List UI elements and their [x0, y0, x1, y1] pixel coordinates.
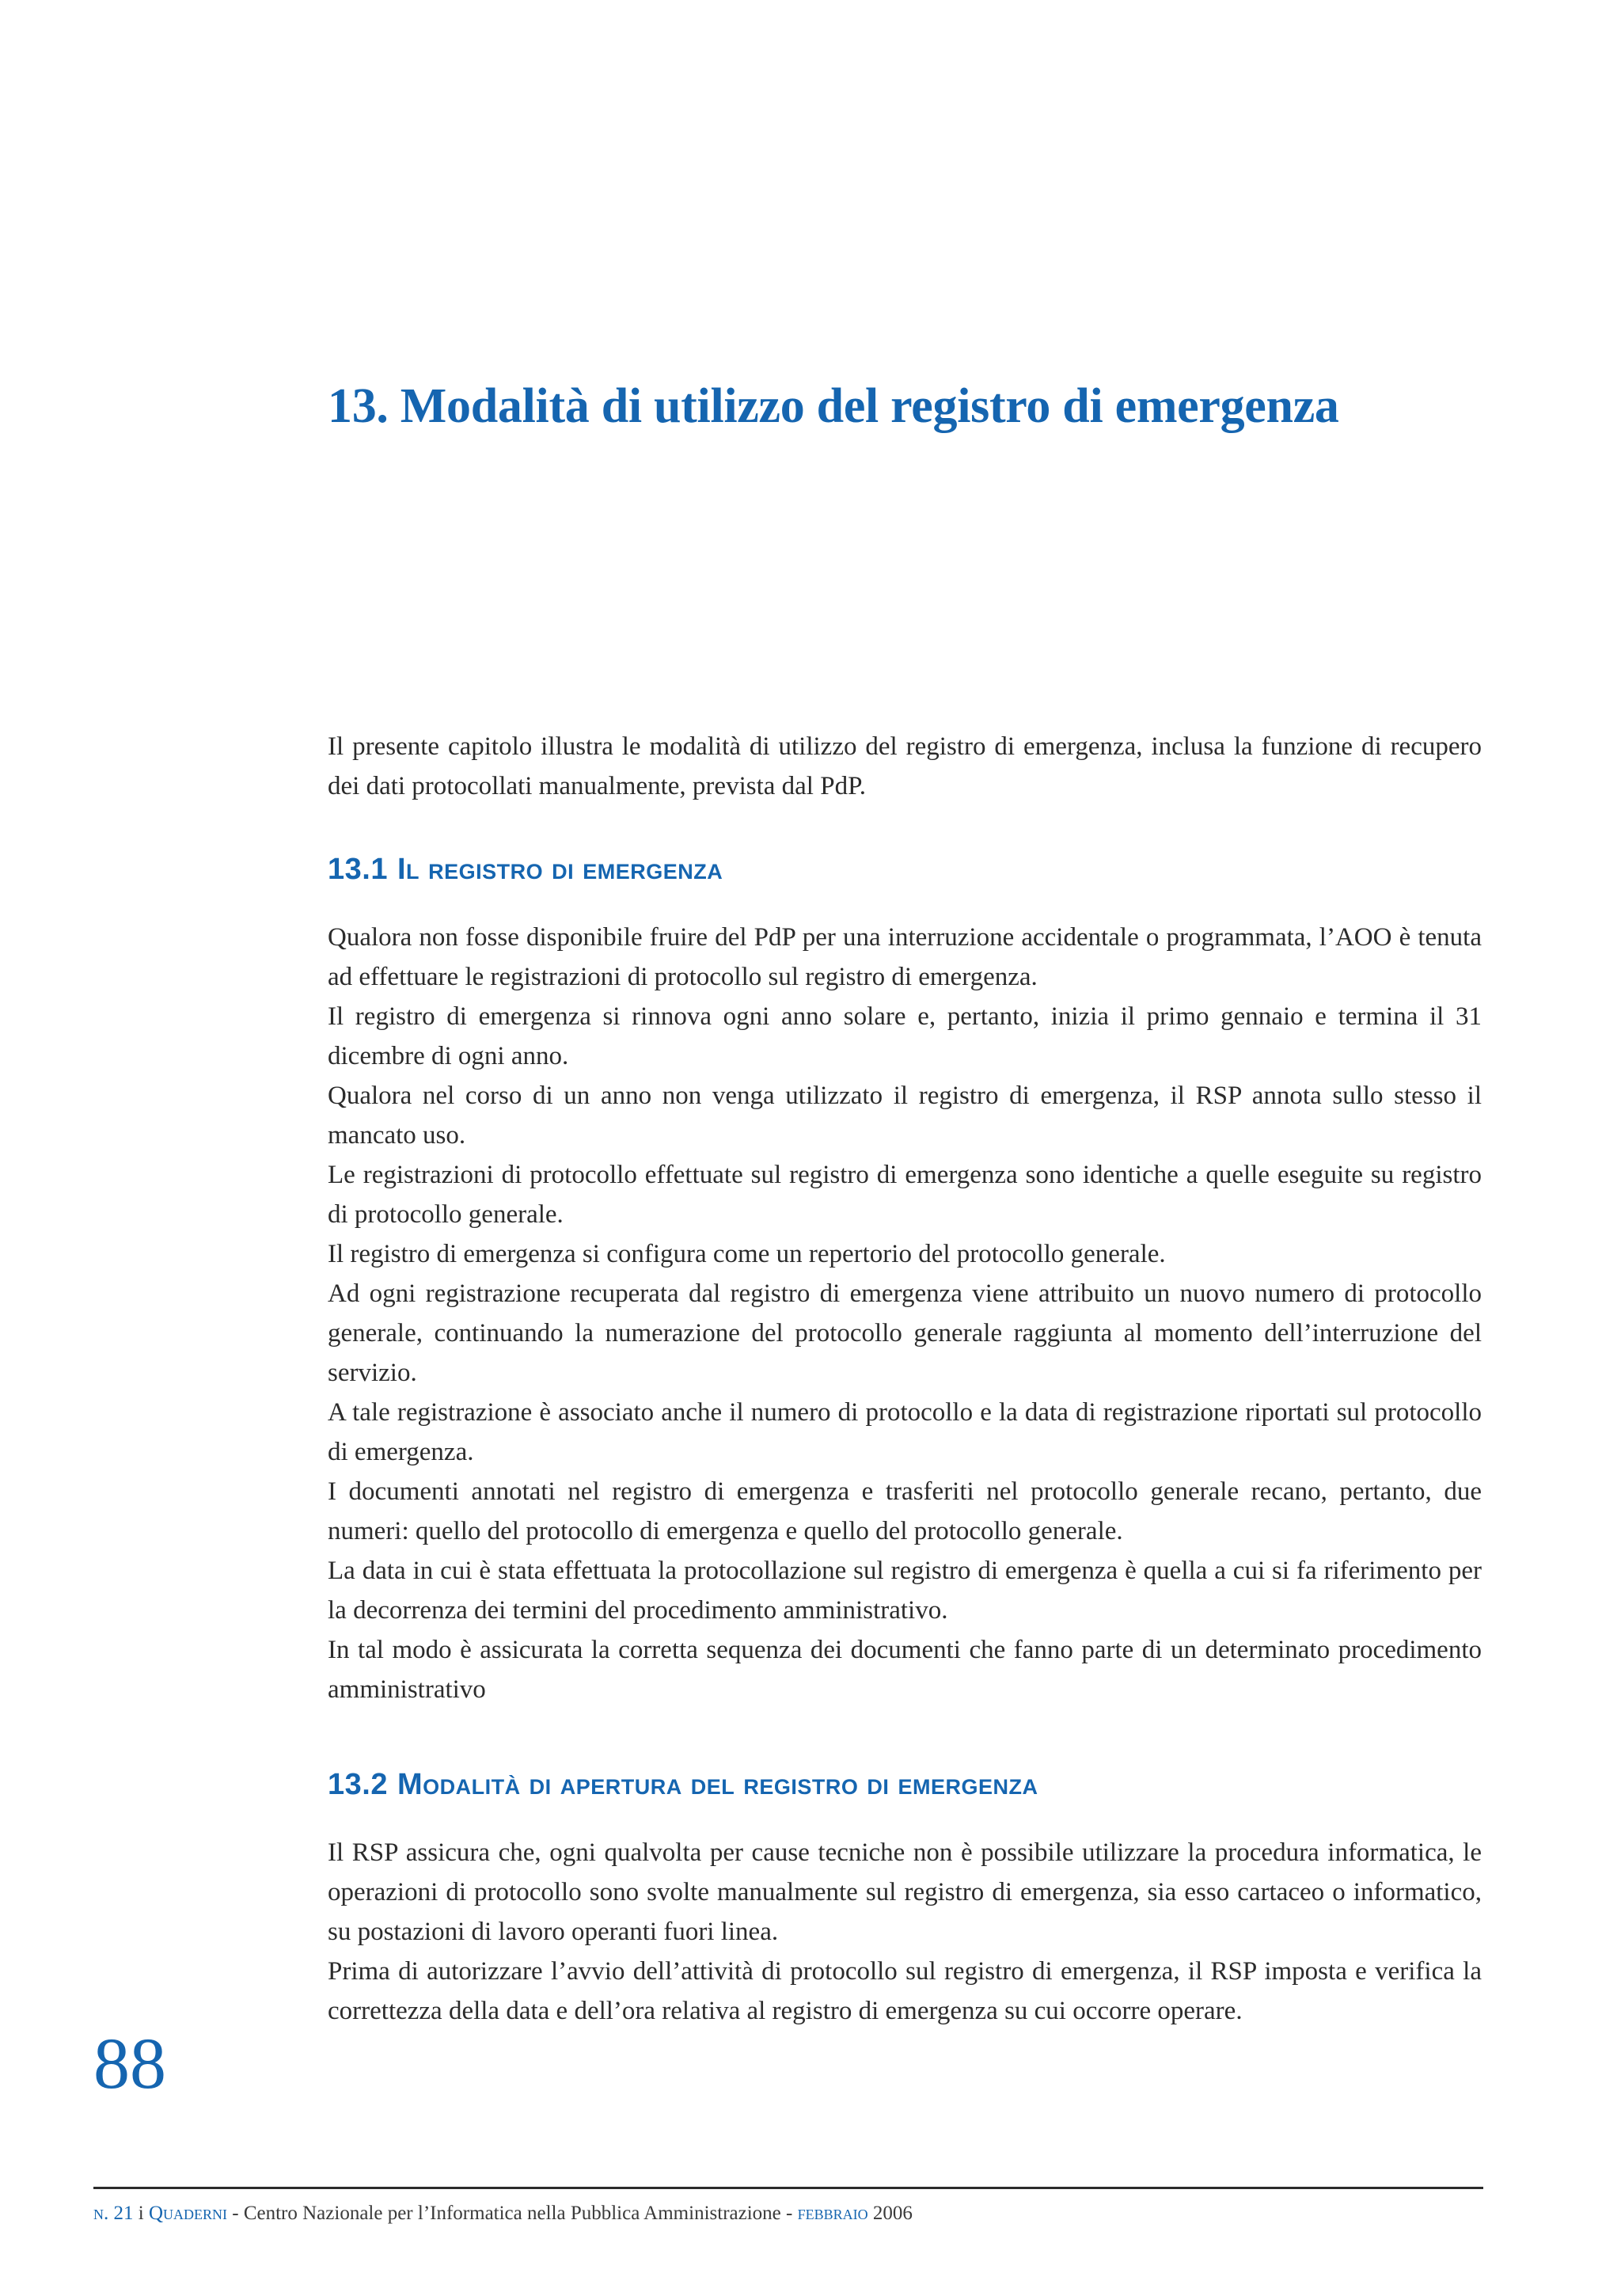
- footer-rule: [93, 2187, 1483, 2189]
- section-title: Modalità di apertura del registro di emergenza: [397, 1768, 1038, 1801]
- footer-dash: -: [786, 2203, 793, 2224]
- footer-month: febbraio: [797, 2203, 868, 2224]
- section-body-13-1: [328, 918, 1482, 1709]
- section-number: 13.2: [328, 1768, 388, 1801]
- section-heading-13-1: [328, 850, 1482, 889]
- paragraph: Prima di autorizzare l’avvio dell’attività di protocollo sul registro di emergenza, il RSP imposta e verifica la correttezza della data e dell’ora relativa al registro di emergenza su cui occorre operare.: [328, 1957, 1482, 2025]
- paragraph: Qualora nel corso di un anno non venga utilizzato il registro di emergenza, il RSP annota sullo stesso il mancato uso.: [328, 1081, 1482, 1150]
- paragraph: Qualora non fosse disponibile fruire del PdP per una interruzione accidentale o programmata, l’AOO è tenuta ad effettuare le registrazioni di protocollo sul registro di emergenza.: [328, 923, 1482, 991]
- paragraph: Le registrazioni di protocollo effettuate sul registro di emergenza sono identiche a quelle eseguite su registro di protocollo generale.: [328, 1161, 1482, 1229]
- footer-issue: n. 21: [93, 2203, 134, 2224]
- chapter-title: 13. Modalità di utilizzo del registro di emergenza: [328, 379, 1339, 433]
- footer-year: 2006: [872, 2203, 913, 2224]
- section-body-13-2: [328, 1833, 1482, 2031]
- paragraph: La data in cui è stata effettuata la protocollazione sul registro di emergenza è quella a cui si fa riferimento per la decorrenza dei termini del procedimento amministrativo.: [328, 1557, 1482, 1625]
- page-number: 88: [93, 2023, 166, 2104]
- paragraph: I documenti annotati nel registro di emergenza e trasferiti nel protocollo generale recano, pertanto, due numeri: quello del protocollo di emergenza e quello del protocollo generale.: [328, 1477, 1482, 1545]
- section-number: 13.1: [328, 853, 388, 886]
- footer-dash: -: [232, 2203, 239, 2224]
- paragraph: Il registro di emergenza si rinnova ogni anno solare e, pertanto, inizia il primo gennaio e termina il 31 dicembre di ogni anno.: [328, 1002, 1482, 1070]
- footer: [93, 2203, 913, 2225]
- footer-series: Quaderni: [148, 2203, 227, 2224]
- intro-paragraph: Il presente capitolo illustra le modalità di utilizzo del registro di emergenza, inclusa la funzione di recupero dei dati protocollati manualmente, prevista dal PdP.: [328, 732, 1482, 800]
- section-title: Il registro di emergenza: [397, 853, 723, 886]
- main-content: [328, 727, 1482, 2086]
- section-heading-13-2: [328, 1765, 1482, 1804]
- paragraph: Ad ogni registrazione recuperata dal registro di emergenza viene attribuito un nuovo numero di protocollo generale, continuando la numerazione del protocollo generale raggiunta al momento dell’interruzione del servizio.: [328, 1279, 1482, 1387]
- footer-publisher: Centro Nazionale per l’Informatica nella Pubblica Amministrazione: [243, 2203, 781, 2224]
- paragraph: A tale registrazione è associato anche il numero di protocollo e la data di registrazione riportati sul protocollo di emergenza.: [328, 1398, 1482, 1466]
- paragraph: In tal modo è assicurata la corretta sequenza dei documenti che fanno parte di un determinato procedimento amministrativo: [328, 1636, 1482, 1704]
- paragraph: Il RSP assicura che, ogni qualvolta per cause tecniche non è possibile utilizzare la procedura informatica, le operazioni di protocollo sono svolte manualmente sul registro di emergenza, sia esso cartaceo o informatico, su postazioni di lavoro operanti fuori linea.: [328, 1838, 1482, 1946]
- paragraph: Il registro di emergenza si configura come un repertorio del protocollo generale.: [328, 1240, 1166, 1268]
- footer-separator: i: [138, 2203, 144, 2224]
